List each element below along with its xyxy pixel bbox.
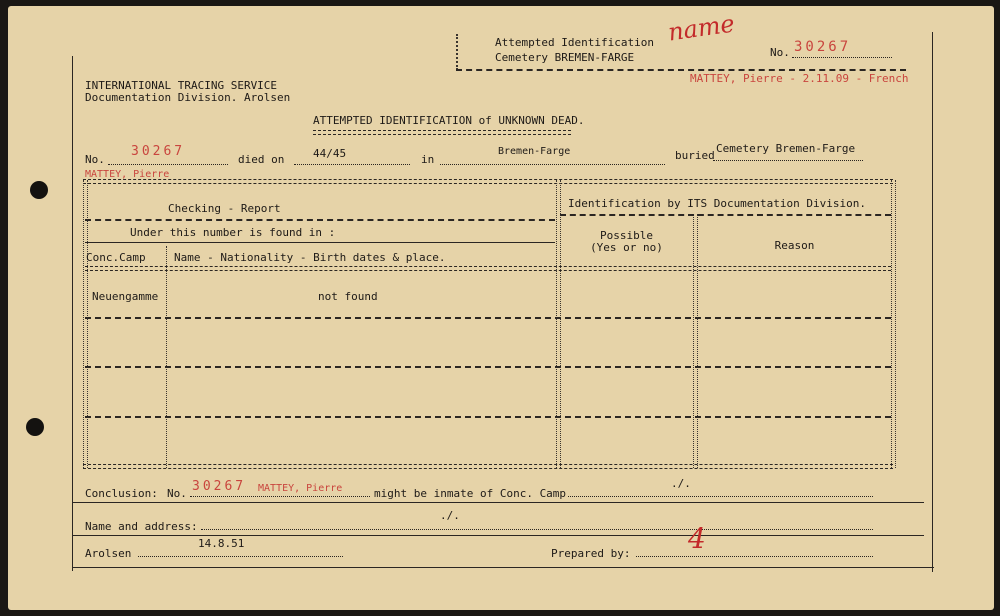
table-divider-main	[556, 180, 561, 468]
frame-left-line	[72, 56, 73, 571]
reason-header: Reason	[774, 239, 815, 252]
row1-camp: Neuengamme	[92, 290, 159, 303]
table-row-line-2	[85, 366, 891, 368]
table-row-line-1	[85, 317, 891, 319]
table-top-border	[83, 179, 893, 184]
header-no-dots	[792, 57, 892, 58]
identification-header: Identification by ITS Documentation Division.	[568, 197, 867, 210]
header-line1: Attempted Identification	[495, 36, 654, 49]
table-row-line-3	[85, 416, 891, 418]
header-no-label: No.	[770, 46, 790, 59]
header-no-value: 30267	[794, 39, 852, 55]
conclusion-camp-value: ./.	[671, 477, 691, 490]
conclusion-camp-dots	[568, 496, 873, 497]
table-left-border	[83, 180, 88, 468]
conclusion-no-value: 30267	[192, 479, 247, 494]
frame-right-line	[932, 32, 933, 572]
header-line2: Cemetery BREMEN-FARGE	[495, 51, 635, 64]
conclusion-rule	[72, 502, 924, 503]
table-header-line-right	[560, 214, 891, 216]
title-underline	[313, 130, 571, 135]
record-no-value: 30267	[131, 144, 186, 159]
footer-date: 14.8.51	[198, 537, 245, 550]
name-address-dots	[201, 529, 873, 530]
prepared-label: Prepared by:	[551, 547, 631, 560]
conclusion-suffix: might be inmate of Conc. Camp	[374, 487, 567, 500]
in-label: in	[421, 153, 435, 166]
possible-header: Possible	[600, 229, 653, 242]
org-line1: INTERNATIONAL TRACING SERVICE	[85, 79, 278, 92]
row1-name: not found	[318, 290, 378, 303]
conclusion-no-label: No.	[167, 487, 187, 500]
in-dots	[440, 164, 665, 165]
prepared-dots	[636, 556, 873, 557]
buried-value: Cemetery Bremen-Farge	[716, 142, 856, 155]
footer-date-dots	[138, 556, 343, 557]
frame-bottom-line	[72, 567, 934, 568]
org-line2: Documentation Division. Arolsen	[85, 91, 291, 104]
name-address-label: Name and address:	[85, 520, 198, 533]
record-no-dots	[108, 164, 228, 165]
died-dots	[294, 164, 410, 165]
died-value: 44/45	[313, 147, 347, 160]
checking-report-header: Checking - Report	[168, 202, 281, 215]
under-number-text: Under this number is found in :	[130, 226, 336, 239]
table-header-line	[85, 219, 555, 221]
in-value: Bremen-Farge	[498, 146, 571, 157]
table-bottom-border	[83, 464, 893, 469]
conclusion-label: Conclusion:	[85, 487, 158, 500]
under-number-line	[85, 242, 555, 243]
punch-hole-bottom	[26, 418, 44, 436]
buried-dots	[713, 160, 863, 161]
col-name-header: Name - Nationality - Birth dates & place.	[174, 251, 446, 264]
yes-no-header: (Yes or no)	[590, 241, 663, 254]
header-box-left	[456, 34, 458, 70]
header-box-bottom	[456, 69, 906, 71]
conclusion-no-dots	[190, 496, 370, 497]
prepared-signature: 4	[688, 522, 706, 555]
footer-place: Arolsen	[85, 547, 132, 560]
col-camp-header: Conc.Camp	[86, 251, 146, 264]
name-address-rule	[72, 535, 924, 536]
table-divider-camp	[166, 246, 167, 468]
record-no-label: No.	[85, 153, 105, 166]
record-name-below: MATTEY, Pierre	[85, 169, 170, 180]
name-address-value: ./.	[440, 509, 460, 522]
died-label: died on	[238, 153, 285, 166]
form-title: ATTEMPTED IDENTIFICATION of UNKNOWN DEAD.	[313, 114, 585, 127]
buried-label: buried	[675, 149, 715, 162]
table-right-border	[891, 180, 896, 468]
conclusion-name-value: MATTEY, Pierre	[258, 483, 343, 494]
name-stamp-top: MATTEY, Pierre - 2.11.09 - French	[690, 72, 909, 85]
handwritten-name-mark: name	[666, 9, 737, 47]
table-column-header-line	[85, 266, 891, 271]
tracing-card	[8, 6, 994, 610]
punch-hole-top	[30, 181, 48, 199]
table-divider-reason	[693, 214, 698, 468]
